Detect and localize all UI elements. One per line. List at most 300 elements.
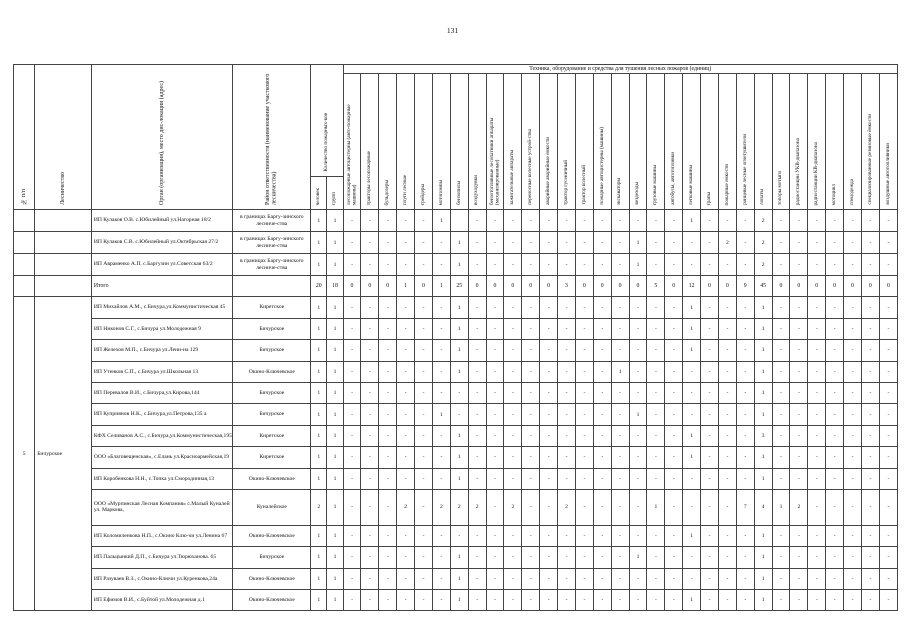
table-cell: - [468,297,486,318]
table-cell: 1 [450,232,468,254]
table-cell: - [593,361,611,382]
table-cell: - [575,404,593,425]
table-cell: - [504,525,522,546]
col-header-tech-1 [361,74,379,210]
table-cell: - [558,382,576,403]
table-cell: - [808,297,826,318]
table-cell: - [808,210,826,232]
table-cell: - [629,525,647,546]
table-cell: 1 [327,297,343,318]
col-header-tech-27 [826,74,844,210]
table-row [14,447,898,468]
table-cell: - [647,404,665,425]
table-cell: - [879,547,897,568]
table-cell: 4 [754,489,772,525]
table-row [14,254,898,276]
table-cell: - [861,547,879,568]
table-cell: - [665,568,683,589]
table-cell: 1 [327,254,343,276]
table-cell: 1 [450,547,468,568]
table-cell: - [879,318,897,339]
table-cell: - [718,382,736,403]
table-cell: - [379,297,397,318]
table-cell: - [826,525,844,546]
table-cell: - [611,547,629,568]
table-cell: - [826,254,844,276]
table-cell: - [790,590,808,611]
table-cell: - [665,210,683,232]
table-cell: - [879,404,897,425]
table-cell: - [575,525,593,546]
table-cell: - [361,447,379,468]
table-cell: - [844,382,862,403]
zone-cell: Окино-Ключевское [233,568,311,589]
table-cell: - [558,297,576,318]
table-cell: 0 [540,276,558,297]
table-cell: - [397,254,415,276]
table-cell: - [665,468,683,489]
table-cell: 1 [754,547,772,568]
table-cell: - [558,318,576,339]
table-cell: - [772,568,790,589]
table-cell: - [361,297,379,318]
col-header-tech-9 [504,74,522,210]
table-cell: - [504,447,522,468]
table-cell: - [593,425,611,446]
zone-cell [233,276,311,297]
table-cell: - [486,297,504,318]
col-header-tech-2-text: бульдозеры [384,179,391,205]
table-cell: - [343,382,361,403]
table-cell: 1 [327,590,343,611]
table-cell: - [486,489,504,525]
table-cell: 1 [683,590,701,611]
col-header-forestry-text: Лесничество [59,172,66,205]
col-header-tech-21 [718,74,736,210]
table-row [14,318,898,339]
table-cell: - [415,382,433,403]
table-cell: 1 [629,547,647,568]
table-cell: - [361,382,379,403]
table-cell: - [379,489,397,525]
table-cell: - [611,425,629,446]
table-cell: - [486,525,504,546]
col-header-tech-24 [772,74,790,210]
table-cell: 1 [683,340,701,361]
table-cell: - [611,447,629,468]
organization-cell: ИП Разуваев В.З., с.Окино-Ключи ул.Куренкова,24а [91,568,233,589]
table-cell: - [593,468,611,489]
table-cell: - [361,232,379,254]
table-cell: - [736,590,754,611]
col-header-organ [91,65,233,210]
zone-cell: Окино-Ключевское [233,468,311,489]
col-header-people-count-text: Количество пожарных-ков [323,113,330,172]
table-cell: - [665,525,683,546]
table-cell: - [683,404,701,425]
table-cell: - [468,547,486,568]
table-cell: - [790,340,808,361]
table-cell: - [647,297,665,318]
col-header-tech-10-text: переносные колесные устрой-ства [527,129,534,205]
table-cell: - [486,210,504,232]
table-cell: 0 [522,276,540,297]
table-cell: - [415,489,433,525]
table-cell: - [701,297,719,318]
table-cell: - [540,297,558,318]
table-cell: - [397,318,415,339]
table-cell: 1 [327,447,343,468]
table-cell: - [415,590,433,611]
table-cell: - [701,210,719,232]
table-cell: - [432,232,450,254]
table-cell: - [718,489,736,525]
table-cell: - [450,382,468,403]
table-cell: - [522,404,540,425]
organization-cell: ИП Кулаков О.В. с.Юбилейный ул.Нагорная 18/2 [91,210,233,232]
table-cell: - [683,568,701,589]
table-cell: 1 [311,568,327,589]
table-cell: 45 [754,276,772,297]
table-cell: 1 [754,404,772,425]
table-cell: - [593,489,611,525]
table-cell: - [486,232,504,254]
table-cell: - [397,340,415,361]
table-cell: - [522,568,540,589]
table-cell: - [343,447,361,468]
table-cell: - [718,590,736,611]
group-num-cell: 5 [14,297,35,611]
table-cell: - [683,361,701,382]
table-cell: - [379,590,397,611]
col-header-tech-16 [629,74,647,210]
table-cell: 1 [311,425,327,446]
table-cell: 2 [558,489,576,525]
table-cell: 1 [754,361,772,382]
col-header-tech-30 [879,74,897,210]
table-cell: - [558,525,576,546]
col-header-num-text: № п/п [20,189,27,205]
table-cell: - [826,425,844,446]
total-row [14,276,898,297]
table-cell: 0 [379,276,397,297]
table-cell: - [379,447,397,468]
organization-cell: ИП Кулаков С.В. с.Юбилейный ул.Октябрьская 27/2 [91,232,233,254]
table-cell: - [343,232,361,254]
col-header-tech-14 [593,74,611,210]
table-cell: 1 [611,361,629,382]
table-cell: 1 [629,404,647,425]
table-cell: - [683,547,701,568]
table-cell: - [361,590,379,611]
col-header-tech-0 [343,74,361,210]
table-cell: - [647,590,665,611]
table-cell: 2 [397,489,415,525]
table-cell: - [379,568,397,589]
forestry-cell [35,254,92,276]
col-header-tech-15 [611,74,629,210]
table-cell: - [575,318,593,339]
table-cell: - [808,404,826,425]
table-cell: - [468,447,486,468]
table-cell: - [808,547,826,568]
table-cell: - [879,232,897,254]
col-header-tech-22 [736,74,754,210]
table-cell: - [808,425,826,446]
table-cell: 1 [311,382,327,403]
table-cell: - [540,318,558,339]
table-cell: - [593,232,611,254]
col-header-tech-2 [379,74,397,210]
table-cell: 1 [683,297,701,318]
table-cell: 1 [754,447,772,468]
table-row [14,210,898,232]
table-cell: - [361,547,379,568]
table-cell: - [826,568,844,589]
table-cell: - [468,590,486,611]
table-row [14,568,898,589]
table-cell: - [629,425,647,446]
table-cell: 1 [311,361,327,382]
table-cell: - [415,568,433,589]
table-cell: - [629,590,647,611]
table-cell: - [718,447,736,468]
table-cell: - [736,568,754,589]
table-cell: - [468,468,486,489]
table-cell: - [522,447,540,468]
table-cell: - [808,489,826,525]
table-row [14,525,898,546]
table-cell: - [808,590,826,611]
col-header-tech-23 [754,74,772,210]
table-cell: - [611,468,629,489]
table-cell: - [736,297,754,318]
table-cell: 1 [327,425,343,446]
table-cell: - [861,210,879,232]
table-cell: 0 [575,276,593,297]
table-cell: - [861,468,879,489]
table-cell: - [647,340,665,361]
table-cell: - [647,468,665,489]
organization-cell: ИП Перевалов В.И., с.Бичура,ул.Кирова,144 [91,382,233,403]
table-cell: - [861,297,879,318]
table-cell: 0 [593,276,611,297]
table-cell: - [826,361,844,382]
col-header-tech-28-text: спецодежда [848,178,855,205]
table-cell: - [790,297,808,318]
table-cell: - [790,382,808,403]
table-cell: - [415,547,433,568]
table-cell: - [844,404,862,425]
table-cell: - [379,404,397,425]
organization-cell: ИП Коломиленкова Н.П., с.Окино Клю-чи ул.Ленина 67 [91,525,233,546]
col-header-tech-12 [558,74,576,210]
table-cell: - [879,590,897,611]
table-cell: - [736,254,754,276]
table-cell: - [647,547,665,568]
table-cell: 2 [754,210,772,232]
table-cell: - [540,210,558,232]
table-cell: - [790,232,808,254]
table-cell: - [558,590,576,611]
table-cell: - [808,525,826,546]
table-cell: - [486,404,504,425]
table-cell: - [879,382,897,403]
col-header-tech-30-text: воздушные автотопливники [884,143,891,205]
table-cell: - [450,404,468,425]
table-cell: - [790,361,808,382]
table-cell: - [665,547,683,568]
col-header-tech-20-text: трапы [705,191,712,205]
col-header-tech-4-text: грейдеры [419,184,426,205]
table-cell: - [683,232,701,254]
table-cell: 1 [397,276,415,297]
num-cell [14,210,35,232]
table-cell: - [736,447,754,468]
table-cell: - [522,318,540,339]
table-cell: 1 [327,489,343,525]
table-cell: 0 [468,276,486,297]
table-cell: 0 [772,276,790,297]
table-cell: - [540,232,558,254]
table-cell: - [504,254,522,276]
col-header-tech-9-text: зажигательные аппараты [509,150,516,205]
table-cell: - [397,468,415,489]
table-cell: 1 [327,232,343,254]
table-cell: - [736,340,754,361]
table-cell: - [343,340,361,361]
table-cell: - [397,447,415,468]
table-cell: - [575,382,593,403]
table-cell: - [879,425,897,446]
col-header-tech-24-text: топоры мотыги [777,170,784,205]
table-cell: - [701,568,719,589]
table-cell: - [790,468,808,489]
table-cell: - [772,318,790,339]
table-cell: - [826,489,844,525]
table-cell: - [808,568,826,589]
col-header-tech-11-text: аварийные аварийные емкости [544,137,551,205]
zone-cell: Бичурское [233,382,311,403]
table-cell: 0 [844,276,862,297]
table-cell: 1 [450,318,468,339]
table-cell: - [593,590,611,611]
table-cell: - [826,297,844,318]
table-cell: - [558,404,576,425]
table-cell: - [861,382,879,403]
table-cell: - [772,340,790,361]
table-cell: - [522,254,540,276]
table-cell: - [361,340,379,361]
table-cell: - [844,254,862,276]
page-number: 131 [446,26,459,35]
zone-cell: Бичурское [233,547,311,568]
organization-cell: ИП Коробенкова Н.Н., с.Топка ул.Смородинная,13 [91,468,233,489]
table-cell: - [879,340,897,361]
table-cell: 25 [450,276,468,297]
table-cell: - [415,525,433,546]
group-forestry-cell: Бичурское [35,297,92,611]
zone-cell: Окино-Ключевское [233,361,311,382]
table-cell: - [844,547,862,568]
table-cell: - [504,382,522,403]
table-cell: - [808,254,826,276]
table-cell: 1 [683,525,701,546]
table-cell: - [522,547,540,568]
table-cell: - [504,468,522,489]
table-cell: 2 [432,489,450,525]
zone-cell: Бичурское [233,318,311,339]
table-cell: - [361,318,379,339]
table-cell: - [861,568,879,589]
table-cell: - [486,361,504,382]
table-row [14,297,898,318]
table-cell: 0 [826,276,844,297]
table-cell: 1 [754,590,772,611]
table-cell: - [593,568,611,589]
table-cell: - [647,568,665,589]
col-header-tech-1-text: тракторы лесопожарные [366,150,373,205]
table-cell: 1 [327,340,343,361]
zone-cell: в границах Баргу-зинского лесниче-ства [233,254,311,276]
table-cell: - [665,340,683,361]
col-header-tech-25-text: радиостанции УКВ-диапазона [795,137,802,205]
table-cell: - [397,382,415,403]
table-cell: - [522,361,540,382]
table-cell: - [611,318,629,339]
table-cell: - [718,425,736,446]
col-header-tech-title: Техника, оборудование и средства для тушения лесных пожаров (единиц) [343,65,897,74]
table-cell: - [772,404,790,425]
table-cell: - [504,361,522,382]
table-cell: - [808,382,826,403]
table-cell: - [647,361,665,382]
zone-cell: Куналейское [233,489,311,525]
table-cell: - [468,340,486,361]
col-header-tech-25 [790,74,808,210]
table-cell: - [432,568,450,589]
table-cell: 0 [361,276,379,297]
table-cell: 1 [754,340,772,361]
table-cell: - [772,254,790,276]
table-cell: 1 [327,547,343,568]
table-cell: - [844,340,862,361]
table-cell: - [575,232,593,254]
table-cell: 1 [450,297,468,318]
table-cell: - [432,340,450,361]
table-cell: - [826,232,844,254]
table-cell: 1 [327,525,343,546]
table-cell: - [361,568,379,589]
table-cell: 1 [311,254,327,276]
table-cell: - [540,382,558,403]
table-cell: - [629,489,647,525]
table-cell: - [701,382,719,403]
table-cell: - [736,525,754,546]
table-cell: - [861,340,879,361]
table-cell: - [879,254,897,276]
total-label: Итого [91,276,233,297]
col-header-people-sub-0 [311,177,327,210]
table-cell: 1 [450,568,468,589]
table-cell: - [665,425,683,446]
table-cell: - [415,318,433,339]
table-cell: - [540,404,558,425]
table-cell: - [683,489,701,525]
col-header-zone [233,65,311,210]
table-cell: 0 [879,276,897,297]
table-cell: - [593,404,611,425]
